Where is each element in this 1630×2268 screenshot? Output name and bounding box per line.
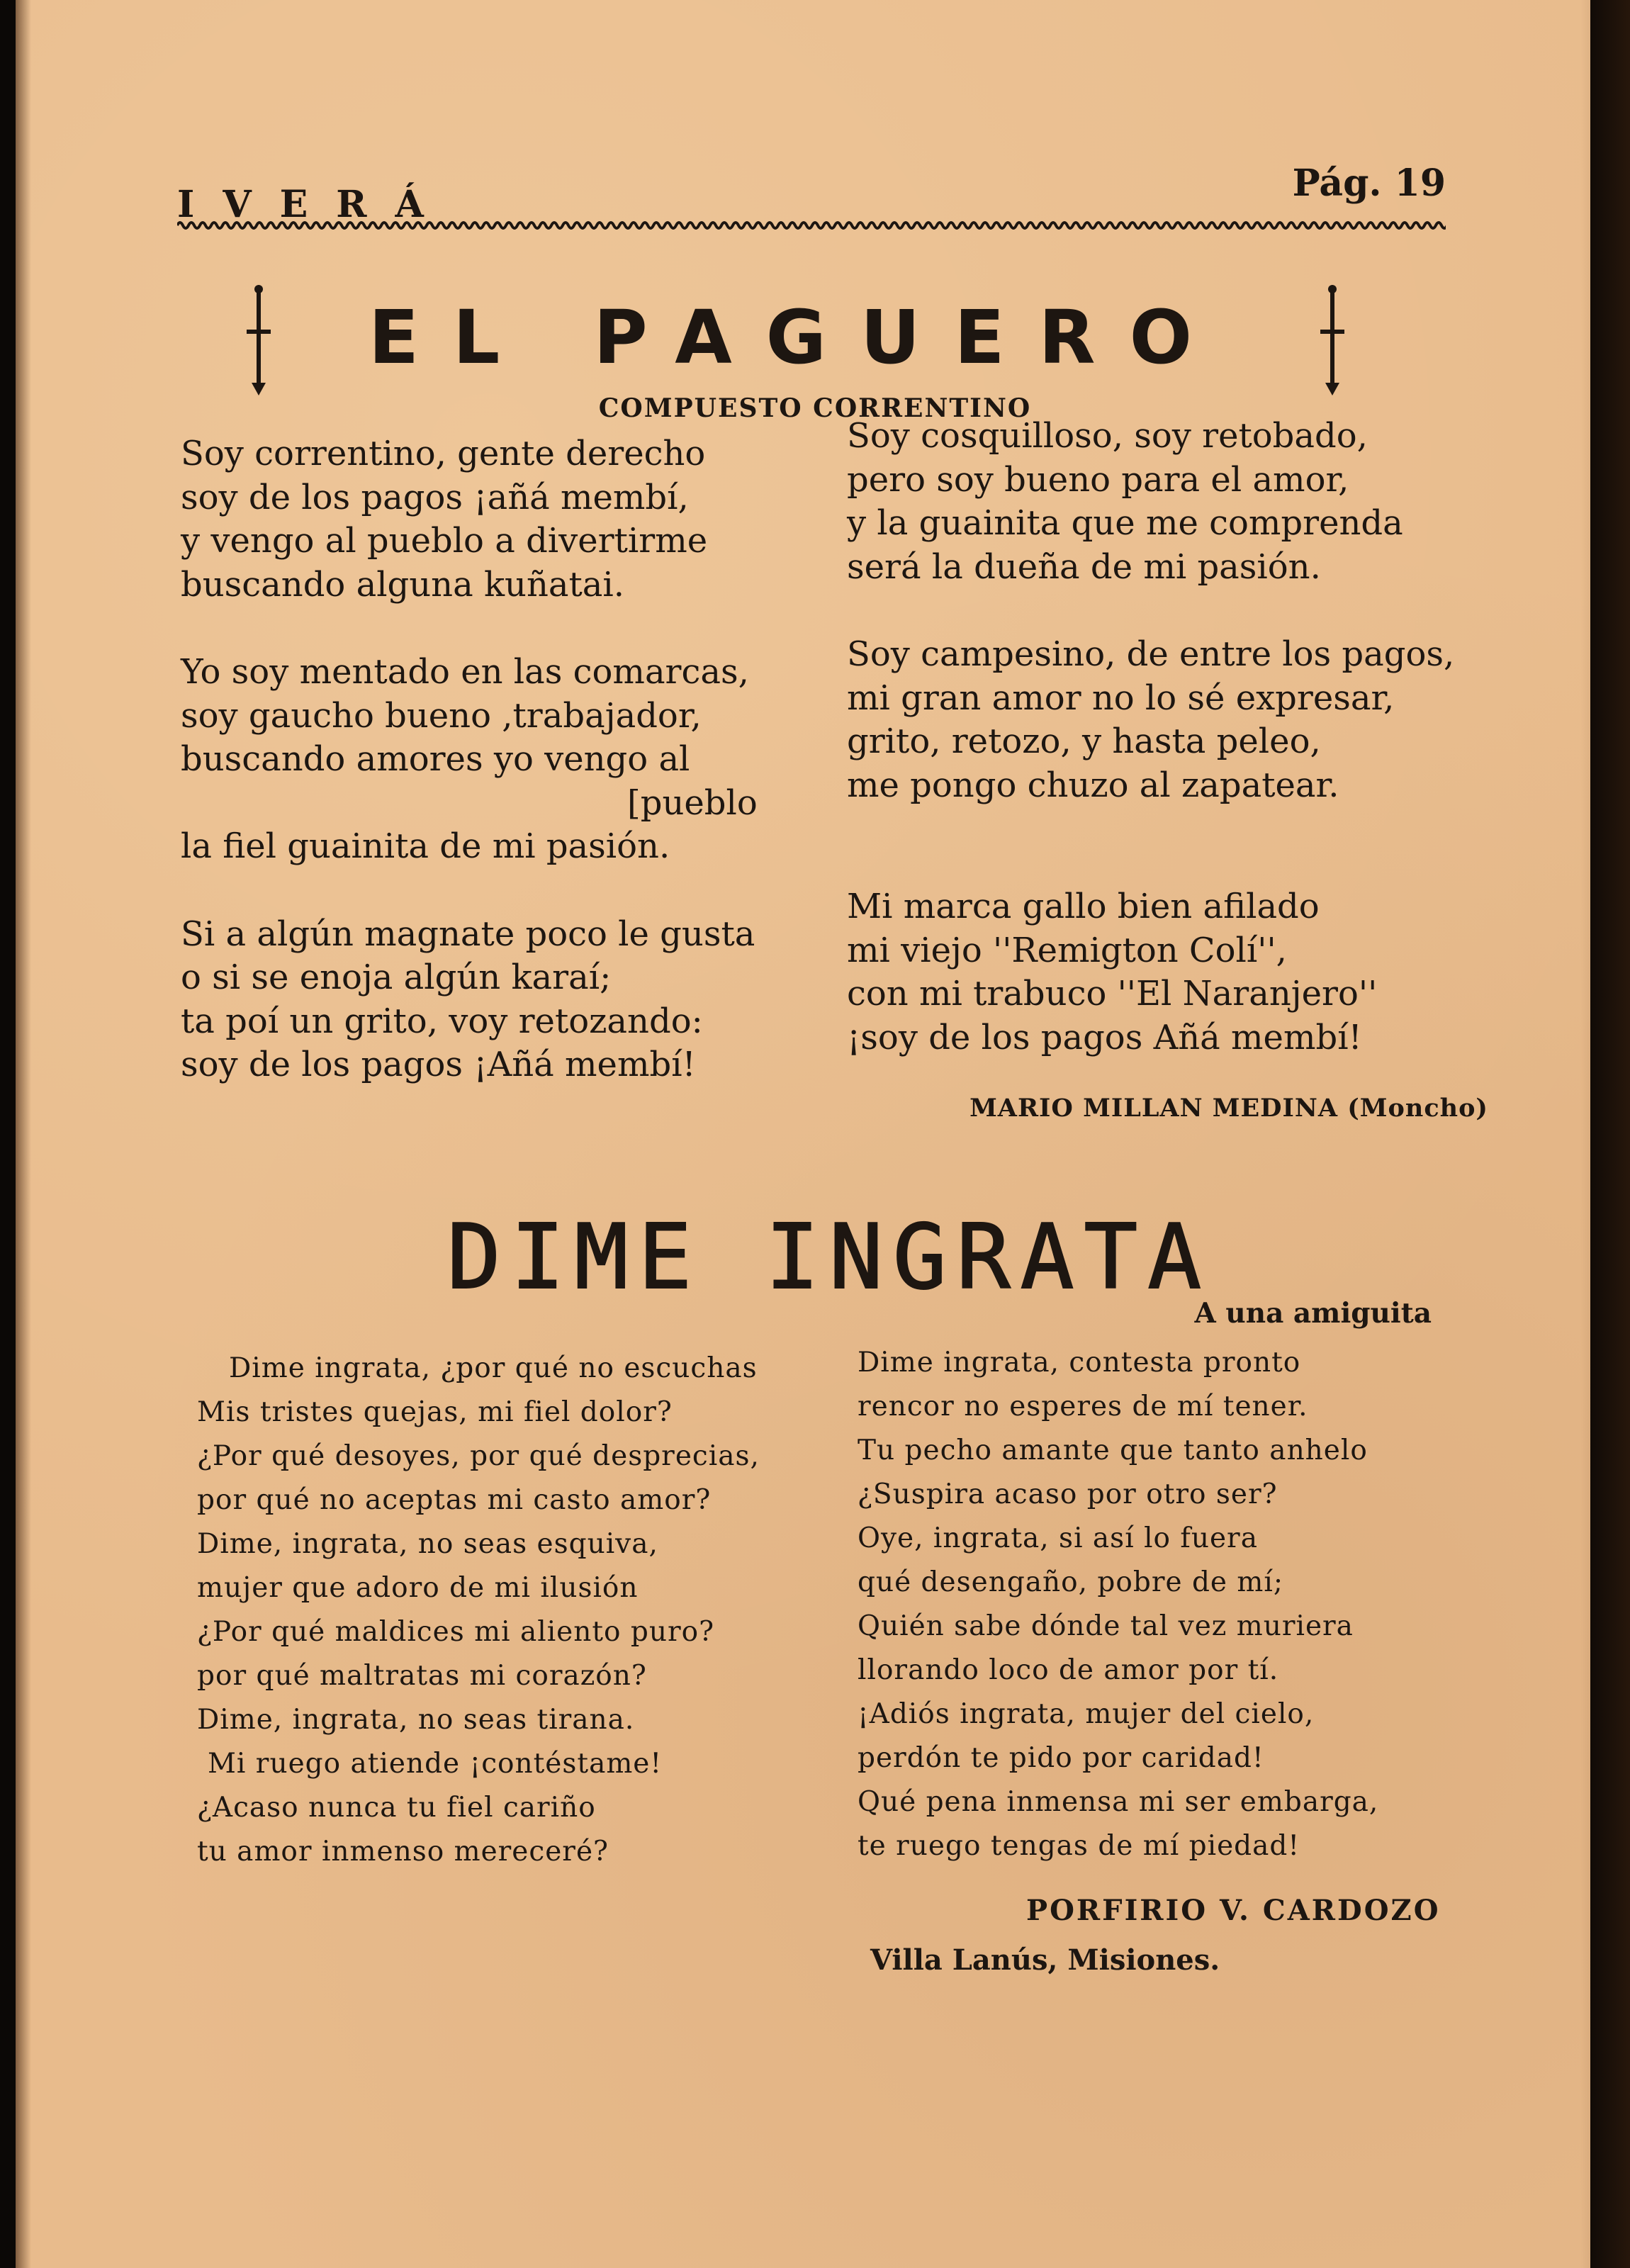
verse-line: y vengo al pueblo a divertirme xyxy=(181,521,708,561)
verse-line: o si se enoja algún karaí; xyxy=(181,958,612,997)
verse-line: mi viejo ''Remigton Colí'', xyxy=(847,930,1287,970)
verse-line: ta poí un grito, voy retozando: xyxy=(181,1001,703,1041)
verse-line: ¡soy de los pagos Añá membí! xyxy=(847,1017,1362,1057)
dime-ingrata-author: PORFIRIO V. CARDOZO xyxy=(1026,1894,1441,1927)
verse-line: Mi ruego atiende ¡contéstame! xyxy=(208,1748,663,1780)
page-number: Pág. 19 xyxy=(1292,162,1446,205)
verse-line: Soy correntino, gente derecho xyxy=(181,434,706,473)
cross-ornament-icon xyxy=(1315,284,1350,397)
verse-line: Mi marca gallo bien afilado xyxy=(847,887,1320,926)
verse-line: Dime ingrata, contesta pronto xyxy=(858,1347,1301,1379)
verse-line: ¿Por qué maldices mi aliento puro? xyxy=(197,1616,715,1648)
el-paguero-title: EL PAGUERO xyxy=(369,294,1227,381)
page-header xyxy=(177,155,1446,225)
verse-line: pero soy bueno para el amor, xyxy=(847,459,1349,500)
dime-ingrata-place: Villa Lanús, Misiones. xyxy=(870,1943,1220,1977)
verse-line: soy de los pagos ¡añá membí, xyxy=(181,477,689,517)
verse-line: Dime, ingrata, no seas esquiva, xyxy=(197,1528,658,1560)
verse-line: soy gaucho bueno ,trabajador, xyxy=(181,695,702,736)
stanza xyxy=(181,651,758,869)
verse-line: rencor no esperes de mí tener. xyxy=(858,1391,1308,1422)
verse-line: buscando amores yo vengo al xyxy=(181,739,690,779)
verse-line: qué desengaño, pobre de mí; xyxy=(858,1566,1283,1598)
verse-line: ¡Adiós ingrata, mujer del cielo, xyxy=(858,1698,1315,1730)
stanza xyxy=(181,432,758,607)
masthead: IVERÁ xyxy=(177,183,452,226)
verse-line: grito, retozo, y hasta peleo, xyxy=(847,722,1321,761)
verse-line: por qué maltratas mi corazón? xyxy=(197,1660,647,1692)
verse-line: y la guainita que me comprenda xyxy=(847,503,1403,543)
verse-line: llorando loco de amor por tí. xyxy=(858,1654,1279,1686)
dime-ingrata-dedication: A una amiguita xyxy=(1194,1297,1432,1330)
stanza xyxy=(181,913,758,1087)
verse-line: tu amor inmenso mereceré? xyxy=(197,1836,609,1868)
stanza xyxy=(847,633,1454,807)
stanza xyxy=(847,885,1454,1060)
verse-line: ¿Acaso nunca tu fiel cariño xyxy=(197,1792,596,1824)
verse-line: soy de los pagos ¡Añá membí! xyxy=(181,1045,696,1084)
cross-ornament-icon xyxy=(241,284,276,397)
dime-ingrata-title: DIME INGRATA xyxy=(446,1205,1212,1309)
dime-ingrata-left-column xyxy=(197,1347,760,1874)
verse-line: será la dueña de mi pasión. xyxy=(847,546,1321,587)
verse-line: Dime ingrata, ¿por qué no escuchas xyxy=(229,1352,758,1384)
verse-line: te ruego tengas de mí piedad! xyxy=(858,1830,1300,1862)
verse-line: mi gran amor no lo sé expresar, xyxy=(847,678,1395,718)
verse-line: Oye, ingrata, si así lo fuera xyxy=(858,1522,1258,1554)
stanza xyxy=(847,415,1454,589)
verse-line: por qué no aceptas mi casto amor? xyxy=(197,1484,712,1516)
page-edge-shadow xyxy=(1580,0,1630,2268)
el-paguero-right-column xyxy=(847,415,1454,1104)
verse-line: Soy cosquilloso, soy retobado, xyxy=(847,416,1368,456)
el-paguero-left-column xyxy=(181,432,758,1131)
verse-line: Tu pecho amante que tanto anhelo xyxy=(858,1435,1368,1466)
verse-line: perdón te pido por caridad! xyxy=(858,1742,1264,1774)
page-spine-shadow xyxy=(16,0,31,2268)
verse-line: ¿Por qué desoyes, por qué desprecias, xyxy=(197,1440,760,1472)
verse-line: ¿Suspira acaso por otro ser? xyxy=(858,1478,1278,1510)
verse-line: Mis tristes quejas, mi fiel dolor? xyxy=(197,1396,673,1428)
verse-line: Quién sabe dónde tal vez muriera xyxy=(858,1610,1354,1642)
wavy-rule-divider xyxy=(177,217,1446,234)
verse-line: Si a algún magnate poco le gusta xyxy=(181,914,755,954)
el-paguero-author: MARIO MILLAN MEDINA (Moncho) xyxy=(969,1094,1488,1123)
dime-ingrata-right-column xyxy=(858,1341,1378,1868)
el-paguero-subtitle: COMPUESTO CORRENTINO xyxy=(598,393,1032,423)
verse-line: la fiel guainita de mi pasión. xyxy=(181,826,670,866)
verse-line: Yo soy mentado en las comarcas, xyxy=(181,652,749,692)
verse-line-continuation: [pueblo xyxy=(627,782,758,823)
verse-line: me pongo chuzo al zapatear. xyxy=(847,765,1339,805)
verse-line: Qué pena inmensa mi ser embarga, xyxy=(858,1786,1379,1818)
verse-line: Soy campesino, de entre los pagos, xyxy=(847,634,1455,674)
verse-line: con mi trabuco ''El Naranjero'' xyxy=(847,974,1378,1014)
verse-line: mujer que adoro de mi ilusión xyxy=(197,1572,639,1604)
verse-line: buscando alguna kuñatai. xyxy=(181,564,625,605)
el-paguero-title-row xyxy=(241,284,1361,404)
verse-line: Dime, ingrata, no seas tirana. xyxy=(197,1704,635,1736)
